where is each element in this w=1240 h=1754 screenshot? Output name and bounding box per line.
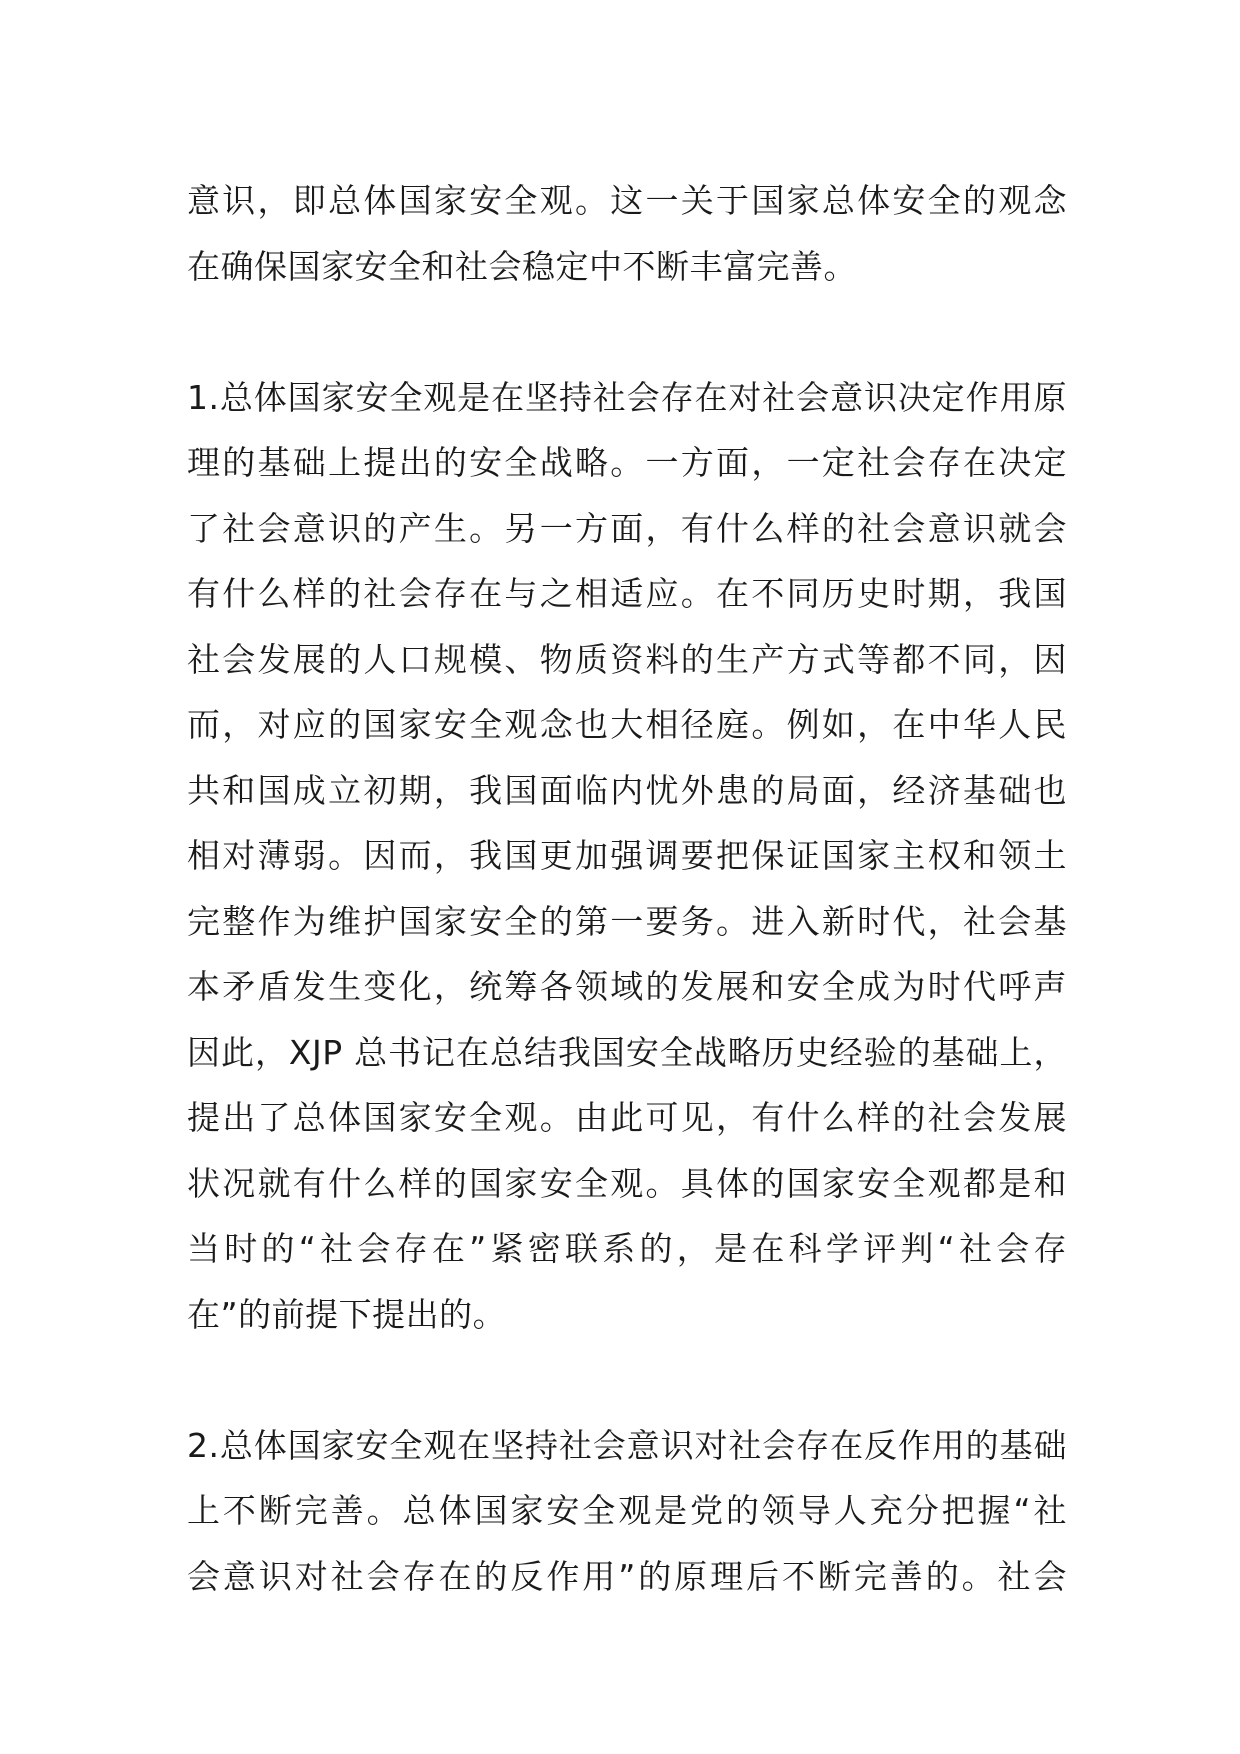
text-line: 了社会意识的产生。另一方面，有什么样的社会意识就会	[187, 508, 1067, 548]
text-line: 相对薄弱。因而，我国更加强调要把保证国家主权和领土	[187, 836, 1067, 875]
text-line: 完整作为维护国家安全的第一要务。进入新时代，社会基	[187, 901, 1067, 941]
text-line: 因此，XJP 总书记在总结我国安全战略历史经验的基础上，	[187, 1032, 1067, 1072]
paragraph-spacer	[187, 1347, 1067, 1413]
text-line: 共和国成立初期，我国面临内忧外患的局面，经济基础也	[187, 770, 1067, 810]
text-line: 2.总体国家安全观在坚持社会意识对社会存在反作用的基础	[187, 1425, 1067, 1465]
paragraph-point-2	[187, 1413, 1067, 1610]
text-line: 当时的“社会存在”紧密联系的，是在科学评判“社会存	[187, 1229, 1067, 1268]
text-line: 社会发展的人口规模、物质资料的生产方式等都不同，因	[187, 639, 1067, 679]
text-line: 有什么样的社会存在与之相适应。在不同历史时期，我国	[187, 574, 1067, 613]
text-line: 1.总体国家安全观是在坚持社会存在对社会意识决定作用原	[187, 377, 1067, 417]
text-line: 提出了总体国家安全观。由此可见，有什么样的社会发展	[187, 1098, 1067, 1137]
paragraph-point-1	[187, 365, 1067, 1348]
text-line: 而，对应的国家安全观念也大相径庭。例如，在中华人民	[187, 705, 1067, 744]
text-line: 在确保国家安全和社会稳定中不断丰富完善。	[187, 246, 857, 286]
text-line: 本矛盾发生变化，统筹各领域的发展和安全成为时代呼声	[187, 967, 1067, 1006]
paragraph-intro-continuation	[187, 168, 1067, 299]
paragraph-spacer	[187, 299, 1067, 365]
text-line: 理的基础上提出的安全战略。一方面，一定社会存在决定	[187, 443, 1067, 482]
document-body	[187, 168, 1067, 1609]
text-line: 在”的前提下提出的。	[187, 1294, 507, 1334]
text-line: 上不断完善。总体国家安全观是党的领导人充分把握“社	[187, 1491, 1067, 1530]
text-line: 意识，即总体国家安全观。这一关于国家总体安全的观念	[187, 181, 1067, 220]
text-line: 会意识对社会存在的反作用”的原理后不断完善的。社会	[187, 1556, 1067, 1596]
text-line: 状况就有什么样的国家安全观。具体的国家安全观都是和	[187, 1163, 1067, 1203]
